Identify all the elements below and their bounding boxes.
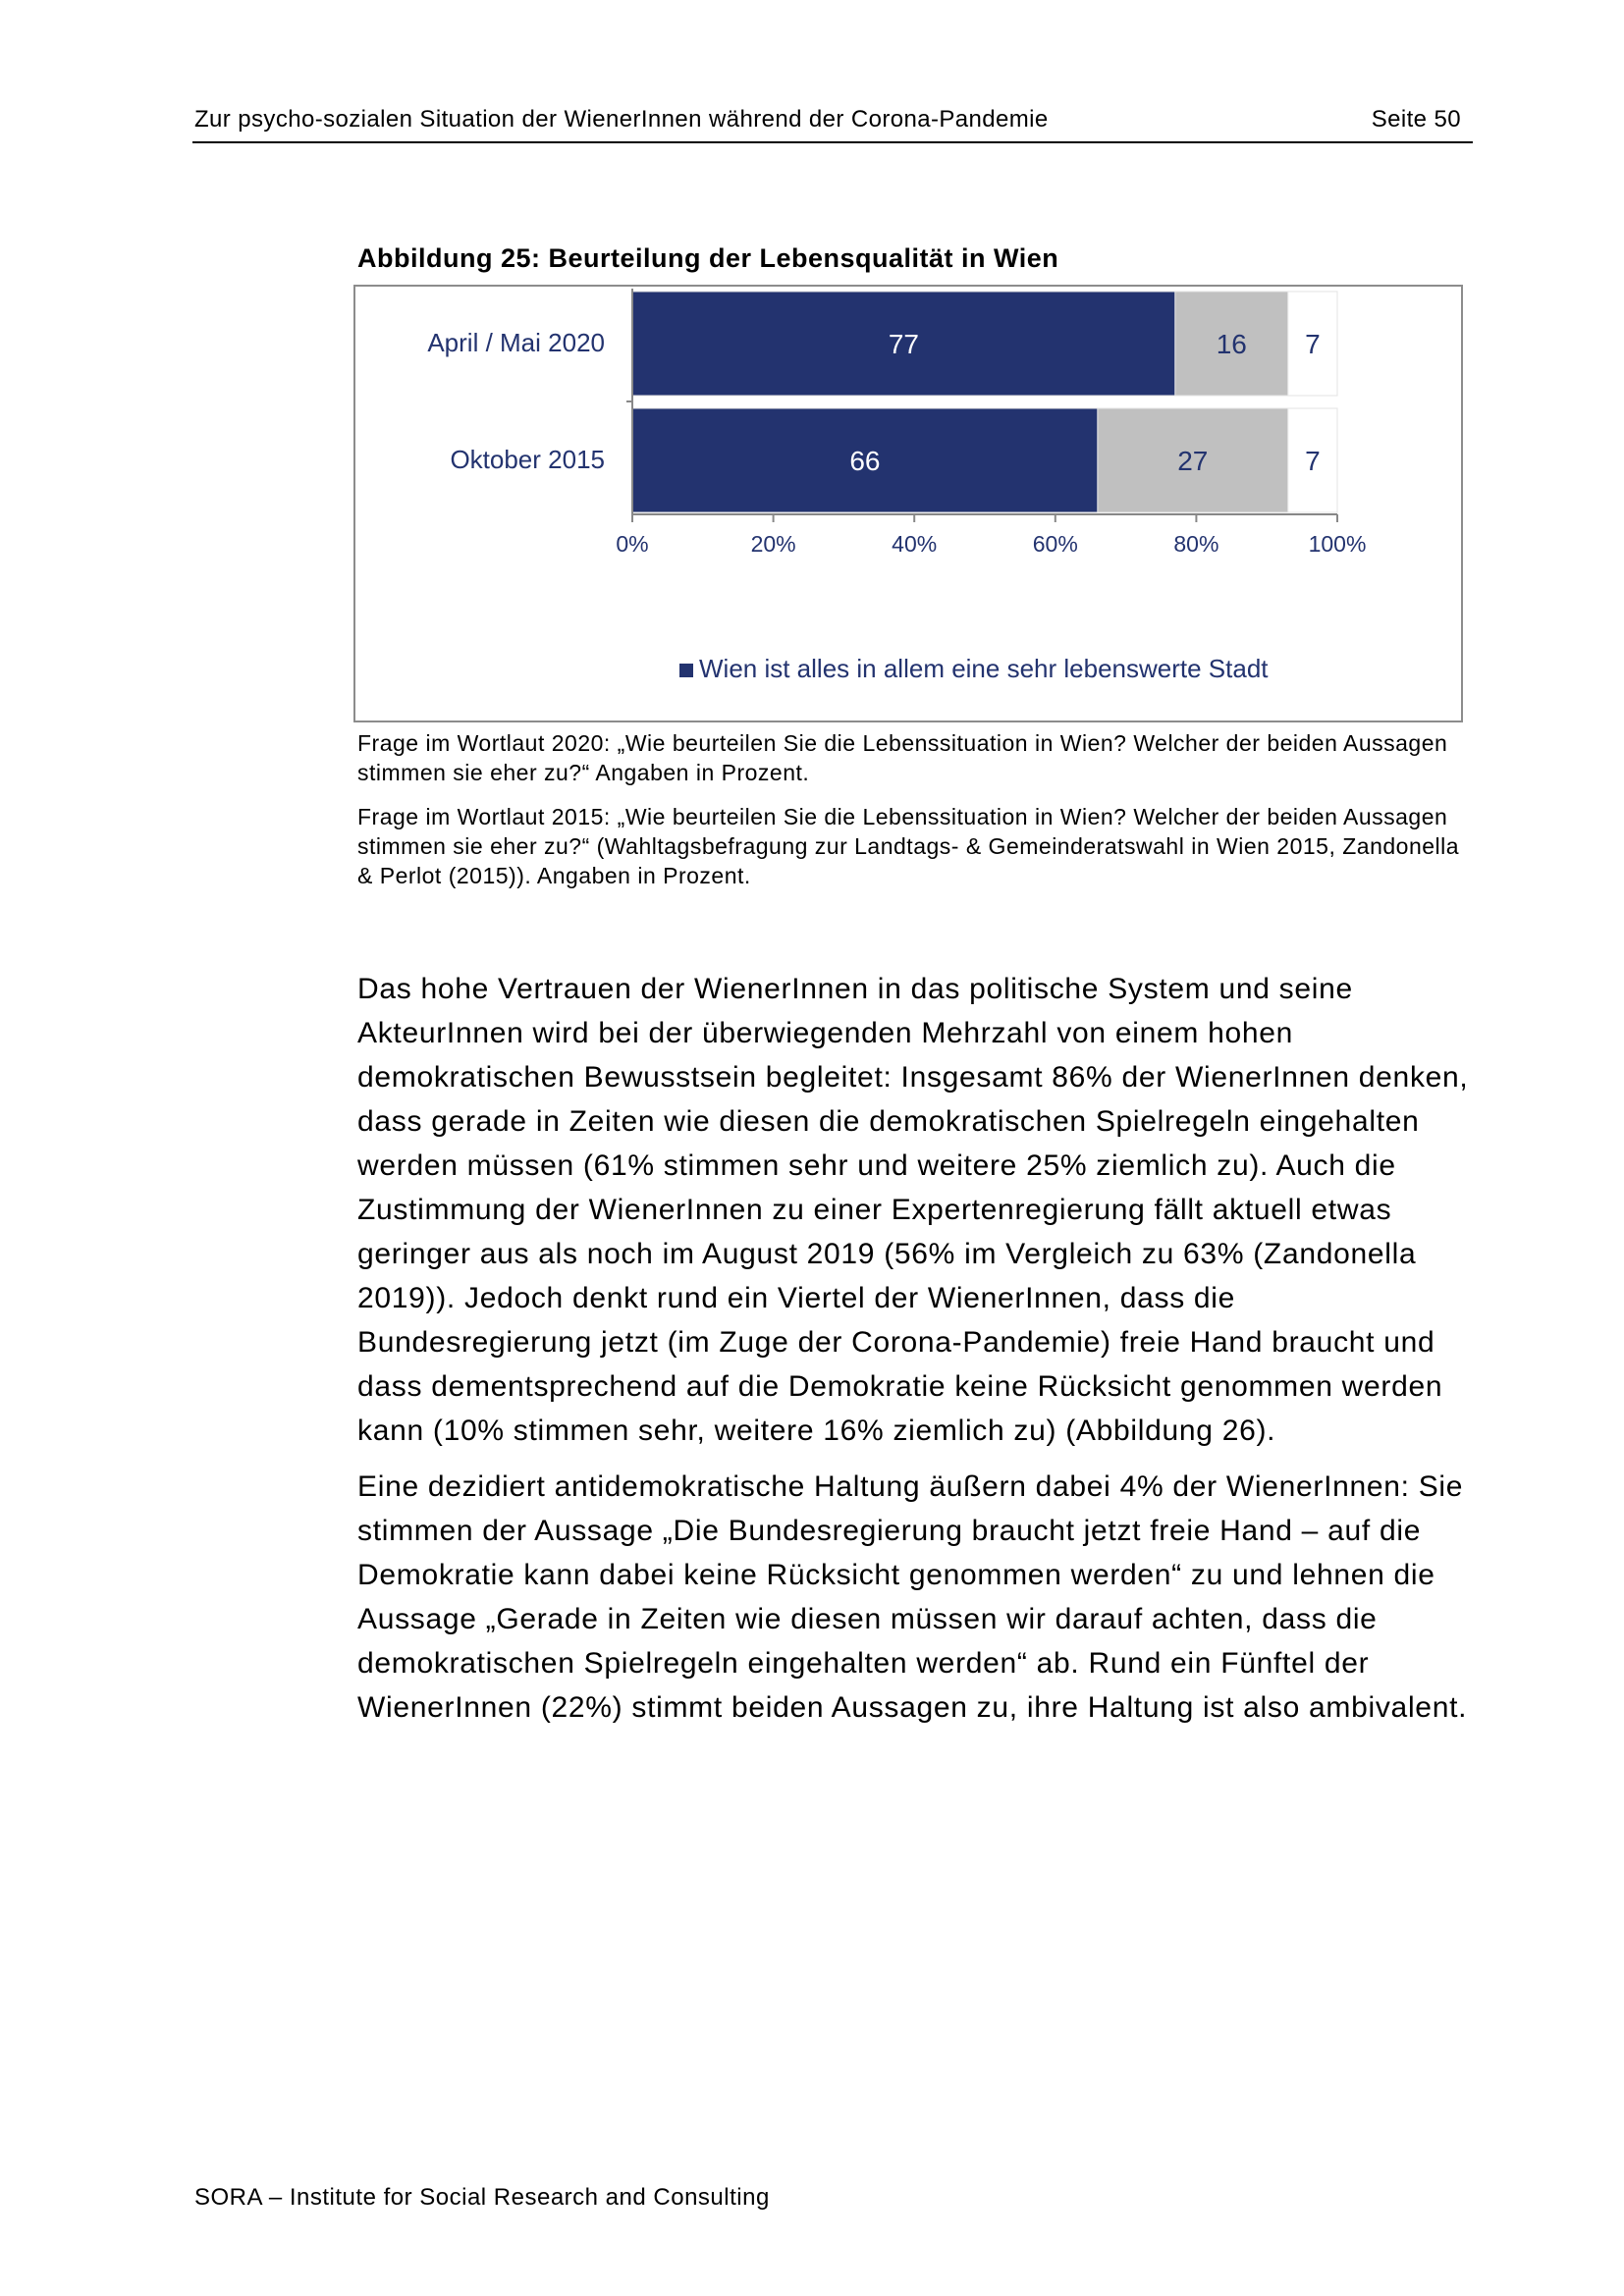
body-paragraph-2: Eine dezidiert antidemokratische Haltung äußern dabei 4% der WienerInnen: Sie stimmen der Aussage „Die Bundesregierung braucht jetzt freie Hand – auf die Demokratie kann dabei keine Rücksicht genommen werden“ zu und lehnen die Aussage „Gerade in Zeiten wie diesen müssen wir darauf achten, dass die demokratischen Spielregeln eingehalten werden“ ab. Rund ein Fünftel der WienerInnen (22%) stimmt beiden Aussagen zu, ihre Haltung ist also ambivalent.: [357, 1470, 1468, 1724]
question-note-2020: Frage im Wortlaut 2020: „Wie beurteilen Sie die Lebenssituation in Wien? Welcher der beiden Aussagen stimmen sie eher zu?“ Angaben in Prozent.: [357, 730, 1448, 785]
body-paragraph-1: Das hohe Vertrauen der WienerInnen in das politische System und seine AkteurInnen wird bei der überwiegenden Mehrzahl von einem hohen demokratischen Bewusstsein begleitet: Insgesamt 86% der WienerInnen denken, dass gerade in Zeiten wie diesen die demokratischen Spielregeln eingehalten werden müssen (61% stimmen sehr und weitere 25% ziemlich zu). Auch die Zustimmung der WienerInnen zu einer Expertenregierung fällt aktuell etwas geringer aus als noch im August 2019 (56% im Vergleich zu 63% (Zandonella 2019)). Jedoch denkt rund ein Viertel der WienerInnen, dass die Bundesregierung jetzt (im Zuge der Corona-Pandemie) freie Hand braucht und dass dementsprechend auf die Demokratie keine Rücksicht genommen werden kann (10% stimmen sehr, weitere 16% ziemlich zu) (Abbildung 26).: [357, 973, 1469, 1447]
x-tick-label: 80%: [1173, 531, 1219, 557]
bar-value-label: 16: [1216, 329, 1247, 359]
category-label: April / Mai 2020: [427, 328, 605, 357]
bar-value-label: 66: [849, 446, 881, 476]
legend-swatch: [679, 664, 693, 677]
x-tick-label: 40%: [892, 531, 938, 557]
legend-label: Wien ist alles in allem eine sehr lebenswerte Stadt: [699, 654, 1269, 683]
figure-caption: Abbildung 25: Beurteilung der Lebensqualität in Wien: [357, 243, 1059, 273]
bar-value-label: 77: [888, 329, 920, 359]
header-title: Zur psycho-sozialen Situation der WienerInnen während der Corona-Pandemie: [194, 106, 1049, 133]
page-number: Seite 50: [1371, 106, 1461, 133]
question-note-2015: Frage im Wortlaut 2015: „Wie beurteilen Sie die Lebenssituation in Wien? Welcher der beiden Aussagen stimmen sie eher zu?“ (Wahltagsbefragung zur Landtags- & Gemeinderatswahl in Wien 2015, Zandonella & Perlot (2015)). Angaben in Prozent.: [357, 804, 1460, 888]
chart-frame: [353, 285, 1463, 722]
x-tick-label: 100%: [1308, 531, 1367, 557]
x-tick-label: 20%: [750, 531, 796, 557]
bar-value-label: 7: [1305, 329, 1321, 359]
page-header: [192, 102, 1473, 143]
category-label: Oktober 2015: [450, 445, 605, 474]
page-footer: SORA – Institute for Social Research and Consulting: [194, 2184, 770, 2211]
bar-value-label: 7: [1305, 446, 1321, 476]
bar-value-label: 27: [1177, 446, 1209, 476]
x-tick-label: 60%: [1032, 531, 1078, 557]
body-text: [357, 967, 1477, 1741]
stacked-bar-chart: [355, 287, 1461, 721]
x-tick-label: 0%: [616, 531, 649, 557]
